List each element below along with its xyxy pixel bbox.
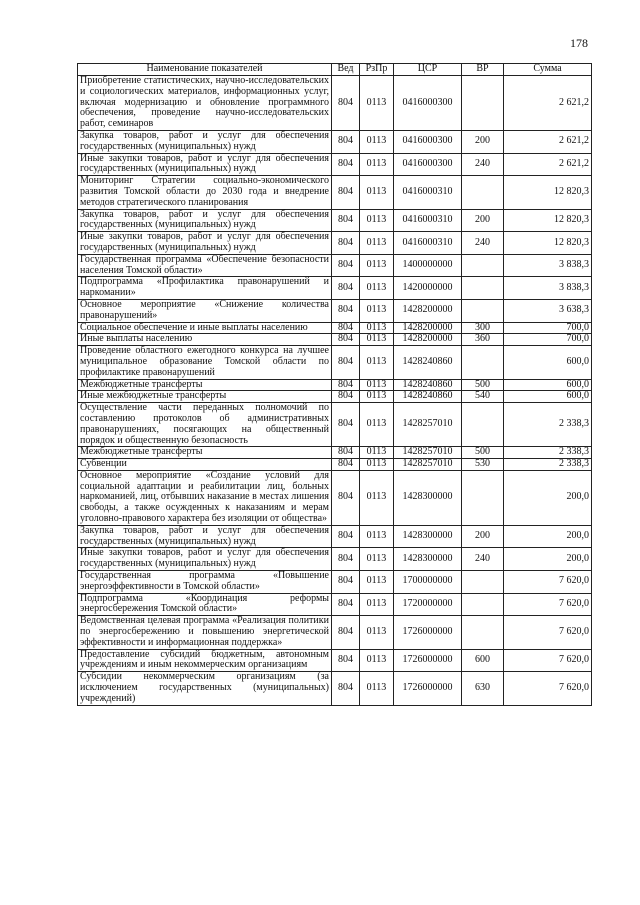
row-ved-cell: 804: [332, 334, 360, 346]
table-row: [78, 153, 592, 176]
row-vr-cell: 300: [462, 322, 504, 334]
row-ved-cell: 804: [332, 459, 360, 471]
row-rzpr-cell: 0113: [360, 470, 394, 525]
row-rzpr-cell: 0113: [360, 548, 394, 571]
row-ved-cell: 804: [332, 322, 360, 334]
table-row: [78, 322, 592, 334]
row-name-cell: Подпрограмма «Координация реформы энергосбережения Томской области»: [78, 593, 332, 616]
table-header-row: [78, 64, 592, 76]
table-row: [78, 299, 592, 322]
row-sum-cell: 200,0: [504, 525, 592, 548]
table-row: [78, 403, 592, 447]
row-ved-cell: 804: [332, 649, 360, 672]
row-vr-cell: [462, 593, 504, 616]
row-sum-cell: 2 621,2: [504, 130, 592, 153]
row-name-cell: Закупка товаров, работ и услуг для обеспечения государственных (муниципальных) нужд: [78, 209, 332, 232]
row-name-cell: Субвенции: [78, 459, 332, 471]
row-sum-cell: 700,0: [504, 334, 592, 346]
row-vr-cell: 630: [462, 672, 504, 705]
table-row: [78, 254, 592, 277]
row-csr-cell: 1428200000: [394, 334, 462, 346]
table-row: [78, 379, 592, 391]
row-rzpr-cell: 0113: [360, 334, 394, 346]
row-vr-cell: [462, 76, 504, 131]
row-vr-cell: 530: [462, 459, 504, 471]
row-rzpr-cell: 0113: [360, 153, 394, 176]
row-csr-cell: 1428240860: [394, 391, 462, 403]
header-vr: ВР: [462, 64, 504, 76]
row-sum-cell: 2 338,3: [504, 447, 592, 459]
header-name: Наименование показателей: [78, 64, 332, 76]
row-rzpr-cell: 0113: [360, 277, 394, 300]
row-rzpr-cell: 0113: [360, 322, 394, 334]
row-name-cell: Иные межбюджетные трансферты: [78, 391, 332, 403]
table-row: [78, 459, 592, 471]
row-rzpr-cell: 0113: [360, 616, 394, 649]
row-sum-cell: 2 621,2: [504, 76, 592, 131]
row-sum-cell: 7 620,0: [504, 616, 592, 649]
row-rzpr-cell: 0113: [360, 254, 394, 277]
row-vr-cell: 200: [462, 209, 504, 232]
row-name-cell: Межбюджетные трансферты: [78, 447, 332, 459]
row-csr-cell: 1428300000: [394, 470, 462, 525]
row-ved-cell: 804: [332, 391, 360, 403]
row-rzpr-cell: 0113: [360, 672, 394, 705]
header-sum: Сумма: [504, 64, 592, 76]
row-vr-cell: [462, 571, 504, 594]
row-sum-cell: 2 621,2: [504, 153, 592, 176]
table-row: [78, 593, 592, 616]
row-ved-cell: 804: [332, 277, 360, 300]
table-row: [78, 76, 592, 131]
row-rzpr-cell: 0113: [360, 130, 394, 153]
row-csr-cell: 1428240860: [394, 346, 462, 379]
row-sum-cell: 200,0: [504, 470, 592, 525]
row-ved-cell: 804: [332, 346, 360, 379]
row-ved-cell: 804: [332, 176, 360, 209]
row-vr-cell: [462, 346, 504, 379]
table-row: [78, 548, 592, 571]
row-vr-cell: 500: [462, 379, 504, 391]
row-vr-cell: 500: [462, 447, 504, 459]
row-vr-cell: 200: [462, 130, 504, 153]
row-rzpr-cell: 0113: [360, 76, 394, 131]
row-csr-cell: 0416000300: [394, 130, 462, 153]
row-csr-cell: 1726000000: [394, 616, 462, 649]
row-rzpr-cell: 0113: [360, 346, 394, 379]
row-csr-cell: 1428240860: [394, 379, 462, 391]
row-ved-cell: 804: [332, 130, 360, 153]
row-rzpr-cell: 0113: [360, 176, 394, 209]
row-csr-cell: 1428257010: [394, 459, 462, 471]
row-sum-cell: 7 620,0: [504, 571, 592, 594]
row-vr-cell: 360: [462, 334, 504, 346]
row-name-cell: Межбюджетные трансферты: [78, 379, 332, 391]
row-ved-cell: 804: [332, 593, 360, 616]
row-vr-cell: 240: [462, 548, 504, 571]
row-csr-cell: 0416000310: [394, 232, 462, 255]
row-name-cell: Ведомственная целевая программа «Реализация политики по энергосбережению и повышению энергетической эффективности и информационная поддержка»: [78, 616, 332, 649]
row-csr-cell: 1428300000: [394, 525, 462, 548]
row-vr-cell: [462, 616, 504, 649]
row-vr-cell: [462, 470, 504, 525]
row-csr-cell: 0416000300: [394, 76, 462, 131]
row-csr-cell: 1428257010: [394, 447, 462, 459]
row-csr-cell: 1400000000: [394, 254, 462, 277]
row-name-cell: Субсидии некоммерческим организациям (за исключением государственных (муниципальных) учреждений): [78, 672, 332, 705]
table-row: [78, 130, 592, 153]
row-sum-cell: 600,0: [504, 346, 592, 379]
header-rzpr: РзПр: [360, 64, 394, 76]
row-ved-cell: 804: [332, 525, 360, 548]
header-csr: ЦСР: [394, 64, 462, 76]
row-name-cell: Основное мероприятие «Снижение количества правонарушений»: [78, 299, 332, 322]
row-name-cell: Социальное обеспечение и иные выплаты населению: [78, 322, 332, 334]
row-csr-cell: 1428200000: [394, 322, 462, 334]
row-sum-cell: 2 338,3: [504, 403, 592, 447]
table-row: [78, 470, 592, 525]
row-vr-cell: [462, 403, 504, 447]
row-csr-cell: 1428300000: [394, 548, 462, 571]
row-name-cell: Иные закупки товаров, работ и услуг для обеспечения государственных (муниципальных) нужд: [78, 548, 332, 571]
row-csr-cell: 1428257010: [394, 403, 462, 447]
row-ved-cell: 804: [332, 672, 360, 705]
row-vr-cell: 540: [462, 391, 504, 403]
row-sum-cell: 600,0: [504, 391, 592, 403]
row-vr-cell: 240: [462, 153, 504, 176]
row-ved-cell: 804: [332, 76, 360, 131]
row-name-cell: Государственная программа «Обеспечение безопасности населения Томской области»: [78, 254, 332, 277]
row-rzpr-cell: 0113: [360, 571, 394, 594]
table-row: [78, 571, 592, 594]
row-sum-cell: 2 338,3: [504, 459, 592, 471]
table-row: [78, 672, 592, 705]
row-csr-cell: 0416000300: [394, 153, 462, 176]
row-rzpr-cell: 0113: [360, 459, 394, 471]
row-name-cell: Иные выплаты населению: [78, 334, 332, 346]
row-name-cell: Государственная программа «Повышение энергоэффективности в Томской области»: [78, 571, 332, 594]
table-row: [78, 346, 592, 379]
row-vr-cell: [462, 299, 504, 322]
table-row: [78, 277, 592, 300]
row-ved-cell: 804: [332, 571, 360, 594]
row-name-cell: Проведение областного ежегодного конкурса на лучшее муниципальное образование Томской области по профилактике правонарушений: [78, 346, 332, 379]
row-ved-cell: 804: [332, 153, 360, 176]
row-ved-cell: 804: [332, 299, 360, 322]
table-row: [78, 391, 592, 403]
row-ved-cell: 804: [332, 209, 360, 232]
row-name-cell: Основное мероприятие «Создание условий для социальной адаптации и реабилитации лиц, больных наркоманией, лиц, отбывших наказание в местах лишения свободы, а также осужденных к наказаниям и мерам уголовно-правового характера без изоляции от общества»: [78, 470, 332, 525]
row-name-cell: Мониторинг Стратегии социально-экономического развития Томской области до 2030 года и внедрение методов стратегического планирования: [78, 176, 332, 209]
row-sum-cell: 600,0: [504, 379, 592, 391]
row-vr-cell: [462, 277, 504, 300]
row-rzpr-cell: 0113: [360, 447, 394, 459]
row-rzpr-cell: 0113: [360, 593, 394, 616]
page-number: 178: [570, 36, 588, 50]
row-sum-cell: 12 820,3: [504, 176, 592, 209]
budget-table: [77, 63, 592, 706]
row-name-cell: Иные закупки товаров, работ и услуг для обеспечения государственных (муниципальных) нужд: [78, 232, 332, 255]
header-ved: Вед: [332, 64, 360, 76]
row-sum-cell: 200,0: [504, 548, 592, 571]
table-row: [78, 176, 592, 209]
row-rzpr-cell: 0113: [360, 403, 394, 447]
row-rzpr-cell: 0113: [360, 649, 394, 672]
row-rzpr-cell: 0113: [360, 525, 394, 548]
row-sum-cell: 12 820,3: [504, 232, 592, 255]
table-row: [78, 232, 592, 255]
row-csr-cell: 1420000000: [394, 277, 462, 300]
row-name-cell: Предоставление субсидий бюджетным, автономным учреждениям и иным некоммерческим организациям: [78, 649, 332, 672]
row-name-cell: Закупка товаров, работ и услуг для обеспечения государственных (муниципальных) нужд: [78, 130, 332, 153]
row-sum-cell: 3 838,3: [504, 277, 592, 300]
row-name-cell: Иные закупки товаров, работ и услуг для обеспечения государственных (муниципальных) нужд: [78, 153, 332, 176]
row-ved-cell: 804: [332, 403, 360, 447]
table-row: [78, 649, 592, 672]
row-vr-cell: 240: [462, 232, 504, 255]
row-ved-cell: 804: [332, 470, 360, 525]
row-sum-cell: 7 620,0: [504, 649, 592, 672]
row-name-cell: Осуществление части переданных полномочий по составлению протоколов об административных правонарушениях, посягающих на общественный порядок и общественную безопасность: [78, 403, 332, 447]
row-rzpr-cell: 0113: [360, 232, 394, 255]
row-ved-cell: 804: [332, 379, 360, 391]
row-sum-cell: 7 620,0: [504, 672, 592, 705]
table-row: [78, 334, 592, 346]
row-ved-cell: 804: [332, 616, 360, 649]
row-rzpr-cell: 0113: [360, 209, 394, 232]
table-row: [78, 447, 592, 459]
row-ved-cell: 804: [332, 447, 360, 459]
row-rzpr-cell: 0113: [360, 391, 394, 403]
row-ved-cell: 804: [332, 548, 360, 571]
row-ved-cell: 804: [332, 232, 360, 255]
row-sum-cell: 12 820,3: [504, 209, 592, 232]
row-sum-cell: 7 620,0: [504, 593, 592, 616]
row-csr-cell: 0416000310: [394, 176, 462, 209]
row-csr-cell: 1700000000: [394, 571, 462, 594]
row-vr-cell: [462, 254, 504, 277]
row-vr-cell: 200: [462, 525, 504, 548]
table-row: [78, 209, 592, 232]
table-row: [78, 525, 592, 548]
row-rzpr-cell: 0113: [360, 379, 394, 391]
table-row: [78, 616, 592, 649]
row-csr-cell: 1726000000: [394, 649, 462, 672]
row-vr-cell: [462, 176, 504, 209]
row-name-cell: Приобретение статистических, научно-исследовательских и социологических материалов, информационных услуг, включая модернизацию и обновление программного обеспечения, проведение научно-исследовательских работ, семинаров: [78, 76, 332, 131]
row-csr-cell: 0416000310: [394, 209, 462, 232]
row-name-cell: Закупка товаров, работ и услуг для обеспечения государственных (муниципальных) нужд: [78, 525, 332, 548]
row-csr-cell: 1726000000: [394, 672, 462, 705]
row-csr-cell: 1428200000: [394, 299, 462, 322]
row-sum-cell: 700,0: [504, 322, 592, 334]
row-vr-cell: 600: [462, 649, 504, 672]
row-csr-cell: 1720000000: [394, 593, 462, 616]
row-sum-cell: 3 838,3: [504, 254, 592, 277]
row-rzpr-cell: 0113: [360, 299, 394, 322]
row-ved-cell: 804: [332, 254, 360, 277]
row-name-cell: Подпрограмма «Профилактика правонарушений и наркомании»: [78, 277, 332, 300]
table-body: [78, 76, 592, 706]
row-sum-cell: 3 638,3: [504, 299, 592, 322]
